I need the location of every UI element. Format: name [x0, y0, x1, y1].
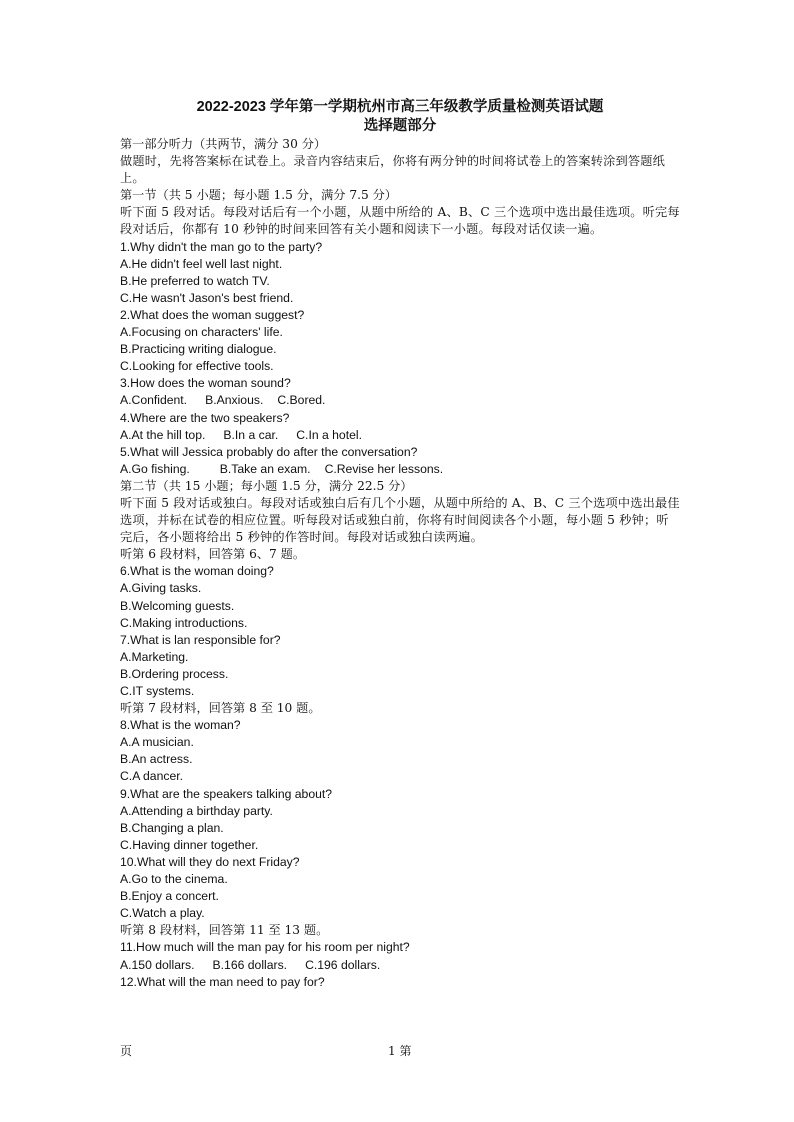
option-9b: B.Changing a plan. [120, 820, 224, 835]
option-2c: C.Looking for effective tools. [120, 359, 274, 374]
question-9: 9.What are the speakers talking about? [120, 786, 333, 801]
question-5: 5.What will Jessica probably do after the conversation? [120, 444, 418, 459]
option-1b: B.He preferred to watch TV. [120, 273, 270, 288]
option-4c: C.In a hotel. [296, 427, 362, 442]
question-2: 2.What does the woman suggest? [120, 307, 305, 322]
section2-header: 第二节（共 15 小题；每小题 1.5 分，满分 22.5 分） [120, 478, 413, 493]
option-1c: C.He wasn't Jason's best friend. [120, 290, 294, 305]
footer-page-number: 1 第 [388, 1044, 412, 1058]
option-4a: A.At the hill top. [120, 427, 206, 442]
option-11a: A.150 dollars. [120, 957, 195, 972]
option-9c: C.Having dinner together. [120, 837, 259, 852]
option-11c: C.196 dollars. [305, 957, 381, 972]
option-10c: C.Watch a play. [120, 906, 205, 921]
option-10b: B.Enjoy a concert. [120, 889, 219, 904]
option-5b: B.Take an exam. [219, 461, 311, 476]
option-2a: A.Focusing on characters' life. [120, 325, 283, 340]
option-8b: B.An actress. [120, 752, 193, 767]
option-7b: B.Ordering process. [120, 666, 229, 681]
material-7-heading: 听第 7 段材料，回答第 8 至 10 题。 [120, 701, 321, 716]
option-6b: B.Welcoming guests. [120, 598, 235, 613]
option-2b: B.Practicing writing dialogue. [120, 342, 277, 357]
material-6-heading: 听第 6 段材料，回答第 6、7 题。 [120, 547, 306, 562]
option-8c: C.A dancer. [120, 769, 184, 784]
material-8-heading: 听第 8 段材料，回答第 11 至 13 题。 [120, 923, 329, 938]
option-4b: B.In a car. [223, 427, 279, 442]
option-7c: C.IT systems. [120, 684, 195, 698]
option-7a: A.Marketing. [120, 649, 189, 664]
section2-instruction: 听下面 5 段对话或独白。每段对话或独白后有几个小题，从题中所给的 A、B、C 三个选项中选出最佳选项，并标在试卷的相应位置。听每段对话或独白前，你将有时间阅读各个小题，每小题 5 秒钟；听完后，各小题将给出 5 秒钟的作答时间。每段对话或独白读两遍。 [120, 495, 680, 545]
question-12: 12.What will the man need to pay for? [120, 974, 325, 989]
option-3b: B.Anxious. [205, 393, 264, 408]
page-subtitle: 选择题部分 [363, 118, 437, 134]
question-10: 10.What will they do next Friday? [120, 854, 300, 869]
question-11: 11.How much will the man pay for his room per night? [120, 940, 410, 955]
question-1: 1.Why didn't the man go to the party? [120, 239, 323, 254]
option-6c: C.Making introductions. [120, 615, 248, 630]
option-3c: C.Bored. [277, 393, 326, 408]
part1-instruction: 做题时，先将答案标在试卷上。录音内容结束后，你将有两分钟的时间将试卷上的答案转涂到答题纸上。 [120, 154, 666, 186]
question-7: 7.What is lan responsible for? [120, 632, 281, 647]
option-10a: A.Go to the cinema. [120, 872, 228, 887]
option-5c: C.Revise her lessons. [324, 461, 444, 476]
section1-instruction: 听下面 5 段对话。每段对话后有一个小题，从题中所给的 A、B、C 三个选项中选出最佳选项。听完每段对话后，你都有 10 秒钟的时间来回答有关小题和阅读下一小题。每段对话仅读一遍。 [120, 205, 680, 237]
options-5 [120, 461, 680, 478]
page-title: 2022-2023 学年第一学期杭州市高三年级教学质量检测英语试题 [196, 99, 604, 115]
option-11b: B.166 dollars. [212, 957, 288, 972]
option-9a: A.Attending a birthday party. [120, 803, 273, 818]
options-11 [120, 957, 680, 974]
options-3 [120, 392, 680, 409]
option-6a: A.Giving tasks. [120, 581, 202, 596]
question-6: 6.What is the woman doing? [120, 564, 274, 579]
exam-page [120, 98, 680, 991]
footer-left: 页 [120, 1044, 133, 1058]
option-1a: A.He didn't feel well last night. [120, 256, 283, 271]
option-5a: A.Go fishing. [120, 461, 190, 476]
part1-header: 第一部分听力（共两节，满分 30 分） [120, 137, 327, 151]
question-3: 3.How does the woman sound? [120, 376, 291, 391]
section1-header: 第一节（共 5 小题；每小题 1.5 分，满分 7.5 分） [120, 188, 397, 203]
option-8a: A.A musician. [120, 735, 194, 750]
question-4: 4.Where are the two speakers? [120, 410, 290, 425]
options-4 [120, 427, 680, 444]
question-8: 8.What is the woman? [120, 718, 241, 733]
option-3a: A.Confident. [120, 393, 188, 408]
